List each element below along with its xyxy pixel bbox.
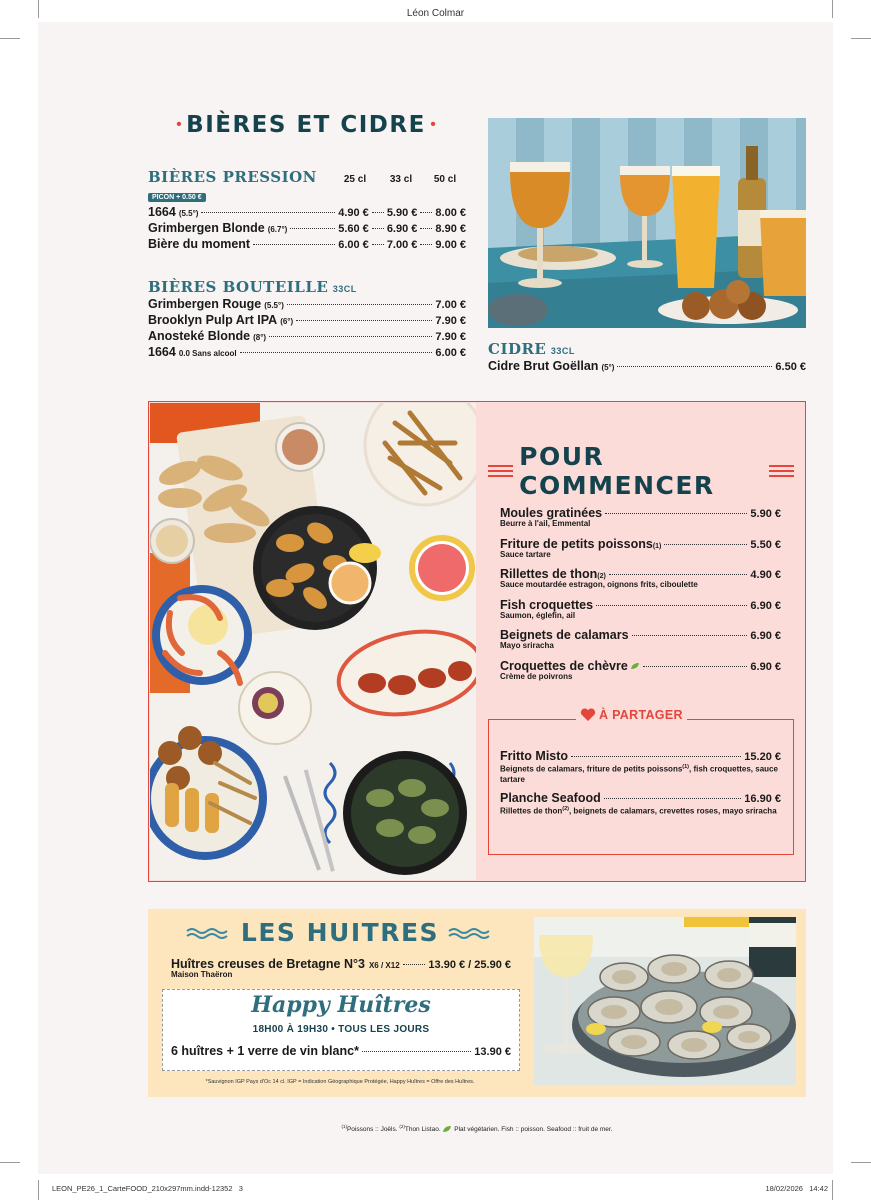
wave-icon bbox=[185, 926, 233, 940]
footnote-ref: (2) bbox=[597, 573, 606, 580]
starter-price: 6.90 € bbox=[750, 660, 781, 673]
item-price: 7.90 € bbox=[435, 315, 466, 327]
starter-price: 4.90 € bbox=[750, 569, 781, 581]
pression-row bbox=[148, 205, 466, 221]
dot-leader bbox=[253, 244, 335, 245]
happy-offer-price: 13.90 € bbox=[474, 1046, 511, 1058]
item-detail: (5.5°) bbox=[264, 301, 284, 310]
bouteille-row bbox=[148, 297, 466, 313]
sup-1: (1) bbox=[341, 1124, 347, 1129]
footnote-ref: (1) bbox=[652, 542, 662, 550]
happy-hour-schedule: 18H00 À 19H30 • TOUS LES JOURS bbox=[252, 1024, 430, 1035]
item-name: Cidre Brut Goëllan bbox=[488, 359, 599, 373]
item-price: 6.00 € bbox=[435, 347, 466, 359]
happy-hour-title: Happy Huîtres bbox=[251, 992, 431, 1018]
pression-row bbox=[148, 237, 466, 253]
dot-leader bbox=[632, 635, 748, 636]
dot-leader bbox=[372, 228, 384, 229]
sharing-desc bbox=[500, 804, 781, 817]
price-33cl: 7.00 € bbox=[386, 239, 418, 251]
cidre-row bbox=[488, 359, 806, 375]
oyster-name: Huîtres creuses de Bretagne N°3 bbox=[171, 957, 365, 971]
dot-leader bbox=[201, 212, 335, 213]
sharing-desc-part: Rillettes de thon bbox=[500, 806, 563, 816]
dot-leader bbox=[287, 304, 433, 305]
dot-leader bbox=[571, 756, 741, 757]
dot-leader bbox=[403, 964, 426, 965]
crop-mark bbox=[851, 38, 871, 39]
legend-fish: Poissons :: Joëls. bbox=[346, 1126, 398, 1134]
red-dot-icon: • bbox=[176, 116, 182, 133]
legend-tuna: Thon Listao. bbox=[404, 1126, 441, 1134]
dot-leader bbox=[290, 228, 335, 229]
item-name: Grimbergen Rouge bbox=[148, 297, 262, 311]
starters-title: POUR COMMENCER bbox=[519, 442, 715, 500]
footnote-legend bbox=[148, 1124, 806, 1133]
oyster-qty: X6 / X12 bbox=[368, 961, 400, 970]
oyster-item bbox=[171, 957, 511, 980]
leaf-icon bbox=[442, 1125, 452, 1133]
bouteille-row bbox=[148, 345, 466, 361]
stripe-decoration-right bbox=[769, 465, 794, 477]
price-25cl: 5.60 € bbox=[338, 223, 369, 235]
dot-leader bbox=[372, 244, 384, 245]
starters-list bbox=[500, 506, 781, 689]
sharing-item bbox=[500, 791, 781, 833]
starter-item bbox=[500, 628, 781, 659]
starter-desc: Beurre à l'ail, Emmental bbox=[500, 519, 591, 528]
heart-icon bbox=[580, 708, 596, 722]
sharing-desc-part: , beignets de calamars, crevettes roses, mayo sriracha bbox=[568, 806, 777, 816]
bouteille-section bbox=[148, 278, 466, 361]
dot-leader bbox=[617, 366, 772, 367]
crop-mark bbox=[0, 38, 20, 39]
price-50cl: 9.00 € bbox=[435, 239, 466, 251]
starter-desc: Crème de poivrons bbox=[500, 671, 573, 681]
bouteille-row bbox=[148, 313, 466, 329]
beer-abv: (6.7°) bbox=[267, 225, 288, 234]
starter-item bbox=[500, 567, 781, 598]
crop-mark bbox=[851, 1162, 871, 1163]
item-name: Anosteké Blonde bbox=[148, 329, 251, 343]
happy-hour-offer bbox=[171, 1044, 511, 1058]
crop-mark bbox=[832, 1180, 833, 1200]
starter-desc: Saumon, églefin, ail bbox=[500, 610, 576, 620]
dot-leader bbox=[643, 666, 748, 667]
bouteille-row bbox=[148, 329, 466, 345]
sharing-title-block bbox=[576, 708, 687, 722]
footer-date: 18/02/2026 14:42 bbox=[765, 1184, 828, 1193]
starter-price: 5.50 € bbox=[750, 538, 781, 551]
size-50: 50 cl bbox=[433, 174, 457, 185]
sharing-item bbox=[500, 749, 781, 791]
cidre-size: 33CL bbox=[550, 346, 575, 356]
dot-leader bbox=[664, 544, 747, 545]
page-header: Léon Colmar bbox=[406, 8, 465, 19]
pression-row bbox=[148, 221, 466, 237]
beer-name: 1664 bbox=[148, 205, 176, 219]
starter-item bbox=[500, 598, 781, 629]
pression-section bbox=[148, 168, 466, 253]
starters-photo bbox=[150, 403, 476, 880]
happy-offer-name: 6 huîtres + 1 verre de vin blanc* bbox=[171, 1044, 359, 1058]
dot-leader bbox=[604, 798, 742, 799]
price-25cl: 4.90 € bbox=[338, 207, 369, 219]
sup-2: (2) bbox=[399, 1124, 405, 1129]
starter-item bbox=[500, 537, 781, 568]
dot-leader bbox=[420, 244, 432, 245]
dot-leader bbox=[269, 336, 432, 337]
oyster-desc: Maison Thaëron bbox=[171, 970, 233, 979]
starter-item bbox=[500, 506, 781, 537]
dot-leader bbox=[372, 212, 384, 213]
item-price: 6.50 € bbox=[775, 361, 806, 373]
sharing-name: Planche Seafood bbox=[500, 791, 601, 805]
dot-leader bbox=[420, 228, 432, 229]
beer-photo bbox=[488, 118, 806, 328]
size-33: 33 cl bbox=[389, 174, 413, 185]
cidre-title: CIDRE bbox=[488, 340, 547, 358]
stripe-decoration-left bbox=[488, 465, 513, 477]
sharing-list bbox=[500, 749, 781, 833]
sharing-price: 15.20 € bbox=[744, 751, 781, 763]
sharing-desc bbox=[500, 762, 781, 785]
picon-badge: PICON + 0.50 € bbox=[148, 193, 206, 202]
dot-leader bbox=[596, 605, 747, 606]
price-33cl: 5.90 € bbox=[386, 207, 418, 219]
item-name: 1664 bbox=[148, 345, 176, 359]
price-33cl: 6.90 € bbox=[386, 223, 418, 235]
item-name: Brooklyn Pulp Art IPA bbox=[148, 313, 278, 327]
starter-price: 6.90 € bbox=[750, 630, 781, 642]
starter-name: Rillettes de thon bbox=[500, 567, 598, 581]
beers-title: BIÈRES ET CIDRE bbox=[186, 112, 426, 138]
dot-leader bbox=[296, 320, 432, 321]
starter-desc: Sauce tartare bbox=[500, 549, 551, 559]
starter-item bbox=[500, 659, 781, 690]
dot-leader bbox=[240, 352, 433, 353]
starter-desc: Sauce moutardée estragon, oignons frits, ciboulette bbox=[500, 580, 698, 589]
sharing-desc-part: Beignets de calamars, friture de petits poissons bbox=[500, 764, 683, 774]
sharing-name: Fritto Misto bbox=[500, 749, 569, 763]
starter-desc: Mayo sriracha bbox=[500, 641, 554, 650]
crop-mark bbox=[0, 1162, 20, 1163]
pression-title: BIÈRES PRESSION bbox=[148, 168, 317, 186]
item-detail: (8°) bbox=[253, 333, 267, 342]
price-25cl: 6.00 € bbox=[338, 239, 369, 251]
starter-name: Croquettes de chèvre bbox=[500, 658, 628, 673]
item-detail: 0.0 Sans alcool bbox=[178, 349, 237, 358]
item-detail: (6°) bbox=[280, 317, 294, 326]
dot-leader bbox=[609, 574, 748, 575]
dot-leader bbox=[420, 212, 432, 213]
crop-mark bbox=[38, 1180, 39, 1200]
price-50cl: 8.90 € bbox=[435, 223, 466, 235]
bouteille-size: 33CL bbox=[332, 284, 357, 294]
beers-title-block bbox=[150, 112, 462, 138]
price-50cl: 8.00 € bbox=[435, 207, 466, 219]
item-price: 7.00 € bbox=[435, 299, 466, 311]
sharing-price: 16.90 € bbox=[744, 793, 781, 805]
starter-price: 5.90 € bbox=[750, 508, 781, 520]
dot-leader bbox=[605, 513, 747, 514]
size-25: 25 cl bbox=[343, 174, 367, 185]
wave-icon bbox=[447, 926, 495, 940]
oyster-price: 13.90 € / 25.90 € bbox=[428, 959, 511, 971]
cidre-section bbox=[488, 340, 806, 375]
oysters-note: *Sauvignon IGP Pays d'Oc 14 cl. IGP = Indication Géographique Protégée, Happy Huîtres = Offre des Huîtres. bbox=[205, 1079, 475, 1085]
footnote-ref: (1) bbox=[682, 764, 690, 770]
starter-name: Friture de petits poissons bbox=[500, 536, 653, 551]
legend-vegetarian: Plat végétarien. Fish :: poisson. Seafood :: fruit de mer. bbox=[454, 1126, 613, 1134]
footer-file: LEON_PE26_1_CarteFOOD_210x297mm.indd-12352 3 bbox=[52, 1184, 243, 1193]
starter-name: Moules gratinées bbox=[500, 506, 603, 520]
oysters-title-block bbox=[160, 918, 520, 947]
beer-name: Grimbergen Blonde bbox=[148, 221, 265, 235]
footnote-ref: (2) bbox=[562, 806, 569, 812]
starters-title-block bbox=[488, 442, 794, 500]
item-price: 7.90 € bbox=[435, 331, 466, 343]
oysters-title: LES HUITRES bbox=[240, 918, 440, 947]
sharing-title: À PARTAGER bbox=[599, 708, 683, 722]
beer-abv: (5.5°) bbox=[178, 209, 199, 218]
dot-leader bbox=[362, 1051, 471, 1052]
sharing-desc-part: , fish croquettes, sauce tartare bbox=[500, 764, 778, 784]
red-dot-icon: • bbox=[430, 116, 436, 133]
leaf-icon bbox=[630, 662, 640, 670]
beer-name: Bière du moment bbox=[148, 237, 251, 251]
starter-price: 6.90 € bbox=[750, 599, 781, 612]
item-detail: (5°) bbox=[601, 363, 615, 372]
oysters-photo bbox=[534, 917, 796, 1085]
starter-name: Beignets de calamars bbox=[500, 628, 629, 642]
starter-name: Fish croquettes bbox=[500, 597, 594, 612]
bouteille-title: BIÈRES BOUTEILLE bbox=[148, 278, 329, 296]
